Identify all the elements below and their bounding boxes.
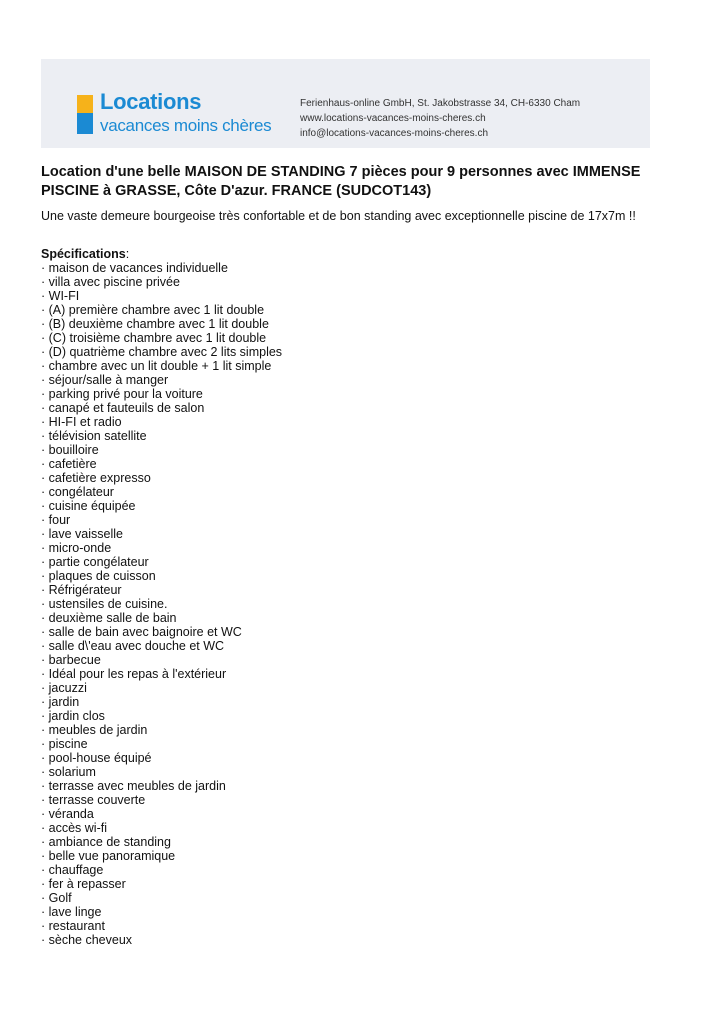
spec-item: · chambre avec un lit double + 1 lit simple (41, 359, 282, 373)
spec-item: · barbecue (41, 653, 282, 667)
listing-intro: Une vaste demeure bourgeoise très confortable et de bon standing avec exceptionnelle piscine de 17x7m !! (41, 209, 636, 223)
spec-item: · cafetière (41, 457, 282, 471)
spec-item: · véranda (41, 807, 282, 821)
spec-item: · partie congélateur (41, 555, 282, 569)
spec-item: · bouilloire (41, 443, 282, 457)
spec-item: · plaques de cuisson (41, 569, 282, 583)
spec-item: · jardin clos (41, 709, 282, 723)
company-website[interactable]: www.locations-vacances-moins-cheres.ch (300, 113, 486, 124)
spec-item: · lave vaisselle (41, 527, 282, 541)
spec-item: · terrasse avec meubles de jardin (41, 779, 282, 793)
spec-item: · Idéal pour les repas à l'extérieur (41, 667, 282, 681)
spec-item: · cafetière expresso (41, 471, 282, 485)
spec-item: · villa avec piscine privée (41, 275, 282, 289)
listing-title: Location d'une belle MAISON DE STANDING 7 pièces pour 9 personnes avec IMMENSE PISCINE à GRASSE, Côte D'azur. FRANCE (SUDCOT143) (41, 164, 641, 199)
spec-item: · jardin (41, 695, 282, 709)
spec-item: · maison de vacances individuelle (41, 261, 282, 275)
specifications-heading: Spécifications: (41, 247, 130, 261)
spec-item: · meubles de jardin (41, 723, 282, 737)
spec-item: · terrasse couverte (41, 793, 282, 807)
spec-item: · pool-house équipé (41, 751, 282, 765)
spec-item: · (C) troisième chambre avec 1 lit double (41, 331, 282, 345)
spec-item: · Réfrigérateur (41, 583, 282, 597)
spec-item: · sèche cheveux (41, 933, 282, 947)
spec-item: · canapé et fauteuils de salon (41, 401, 282, 415)
spec-item: · HI-FI et radio (41, 415, 282, 429)
spec-item: · deuxième salle de bain (41, 611, 282, 625)
spec-item: · piscine (41, 737, 282, 751)
spec-item: · accès wi-fi (41, 821, 282, 835)
spec-item: · solarium (41, 765, 282, 779)
logo-title: Locations (100, 89, 202, 114)
spec-item: · cuisine équipée (41, 499, 282, 513)
spec-item: · ambiance de standing (41, 835, 282, 849)
spec-item: · four (41, 513, 282, 527)
spec-item: · fer à repasser (41, 877, 282, 891)
specifications-section (41, 247, 282, 947)
spec-item: · parking privé pour la voiture (41, 387, 282, 401)
spec-item: · (A) première chambre avec 1 lit double (41, 303, 282, 317)
spec-item: · salle d\'eau avec douche et WC (41, 639, 282, 653)
spec-item: · lave linge (41, 905, 282, 919)
spec-item: · (D) quatrième chambre avec 2 lits simples (41, 345, 282, 359)
spec-item: · micro-onde (41, 541, 282, 555)
spec-item: · télévision satellite (41, 429, 282, 443)
spec-item: · séjour/salle à manger (41, 373, 282, 387)
header-banner (41, 59, 650, 148)
spec-item: · salle de bain avec baignoire et WC (41, 625, 282, 639)
logo-icon (77, 95, 93, 135)
spec-item: · ustensiles de cuisine. (41, 597, 282, 611)
company-address: Ferienhaus-online GmbH, St. Jakobstrasse 34, CH-6330 Cham (300, 98, 581, 109)
spec-item: · restaurant (41, 919, 282, 933)
company-email[interactable]: info@locations-vacances-moins-cheres.ch (300, 128, 489, 139)
spec-item: · belle vue panoramique (41, 849, 282, 863)
specifications-list (41, 261, 282, 947)
company-info (300, 96, 580, 141)
spec-item: · Golf (41, 891, 282, 905)
spec-item: · chauffage (41, 863, 282, 877)
spec-item: · WI-FI (41, 289, 282, 303)
spec-item: · (B) deuxième chambre avec 1 lit double (41, 317, 282, 331)
logo-subtitle: vacances moins chères (100, 116, 272, 135)
spec-item: · jacuzzi (41, 681, 282, 695)
spec-item: · congélateur (41, 485, 282, 499)
